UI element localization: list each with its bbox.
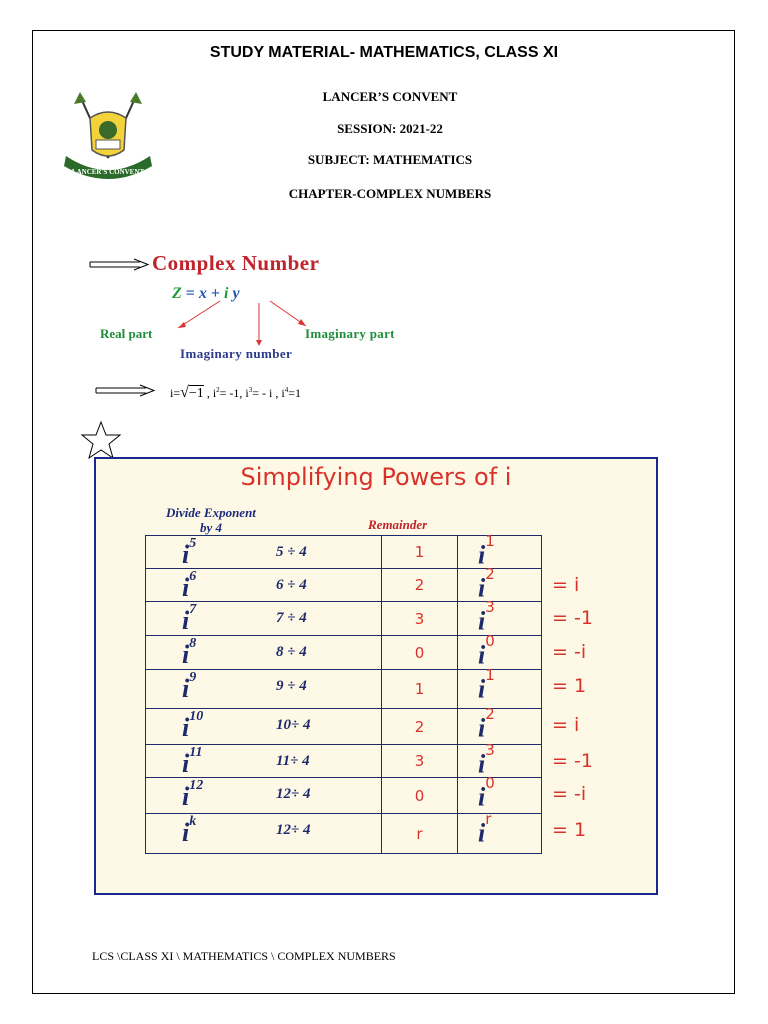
result-value: = i <box>552 574 580 596</box>
table-row <box>146 569 542 602</box>
power-term: $i^6$ <box>182 569 197 602</box>
complex-equation: Z = x + i y <box>172 285 240 302</box>
remainder: 3 <box>382 602 458 636</box>
result-value: = -i <box>552 641 587 663</box>
complex-number-title: Complex Number <box>152 251 320 275</box>
equation-arrows <box>170 298 310 350</box>
result-value: = -1 <box>552 750 593 772</box>
reduced-power: $i^3$ <box>478 598 495 636</box>
imaginary-part-label: Imaginary part <box>305 326 395 341</box>
powers-table <box>145 532 542 854</box>
division: 5 ÷ 4 <box>276 544 307 560</box>
reduced-power: $i^1$ <box>478 666 495 704</box>
power-term: $i^5$ <box>182 536 197 569</box>
col-header-remainder: Remainder <box>368 517 428 532</box>
remainder: 1 <box>382 670 458 709</box>
division: 12÷ 4 <box>276 786 311 802</box>
remainder: 3 <box>382 745 458 778</box>
result-value: = -i <box>552 783 587 805</box>
division: 9 ÷ 4 <box>276 678 307 694</box>
school-name: LANCER’S CONVENT <box>322 89 458 104</box>
table-row <box>146 536 542 569</box>
power-term: $i^{11}$ <box>182 745 203 778</box>
reduced-power: $i^r$ <box>478 810 492 848</box>
remainder: r <box>382 814 458 854</box>
table-row <box>146 636 542 670</box>
star-icon <box>80 420 122 460</box>
table-row <box>146 670 542 709</box>
table-row <box>146 814 542 854</box>
division: 6 ÷ 4 <box>276 577 307 593</box>
result-value: = 1 <box>552 675 587 697</box>
power-term: $i^7$ <box>182 602 197 635</box>
power-term: $i^{12}$ <box>182 778 204 811</box>
power-term: $i^9$ <box>182 670 197 703</box>
footer: LCS \CLASS XI \ MATHEMATICS \ COMPLEX NUMBERS <box>92 949 396 963</box>
division: 7 ÷ 4 <box>276 610 307 626</box>
reduced-power: $i^1$ <box>478 532 495 570</box>
remainder: 0 <box>382 636 458 670</box>
division: 12÷ 4 <box>276 822 311 838</box>
power-term: $i^{10}$ <box>182 709 204 742</box>
table-row <box>146 709 542 745</box>
table-row <box>146 778 542 814</box>
reduced-power: $i^3$ <box>478 741 495 779</box>
remainder: 1 <box>382 536 458 569</box>
panel-title: Simplifying Powers of i <box>240 463 512 491</box>
reduced-power: $i^2$ <box>478 705 495 743</box>
division: 10÷ 4 <box>276 717 311 733</box>
division: 11÷ 4 <box>276 753 310 769</box>
school-logo <box>52 88 164 186</box>
reduced-power: $i^0$ <box>478 632 495 670</box>
imaginary-number-label: Imaginary number <box>180 346 293 361</box>
col-header-divide: Divide Exponent by 4 <box>166 505 256 535</box>
subject: SUBJECT: MATHEMATICS <box>307 152 473 167</box>
session: SESSION: 2021-22 <box>337 121 443 136</box>
result-value: = i <box>552 714 580 736</box>
double-arrow-icon <box>94 384 158 398</box>
powers-of-i-line: i=√−1 , $i^2= -1$, $i^3= - i$ , $i^4=1$ <box>170 384 301 401</box>
power-term: $i^k$ <box>182 814 197 847</box>
remainder: 0 <box>382 778 458 814</box>
power-term: $i^8$ <box>182 636 197 669</box>
result-value: = 1 <box>552 819 587 841</box>
powers-table-panel <box>94 457 658 895</box>
result-value: = -1 <box>552 607 593 629</box>
reduced-power: $i^0$ <box>478 774 495 812</box>
main-title: STUDY MATERIAL- MATHEMATICS, CLASS XI <box>209 44 559 61</box>
reduced-power: $i^2$ <box>478 565 495 603</box>
table-row <box>146 602 542 636</box>
chapter: CHAPTER-COMPLEX NUMBERS <box>288 186 492 201</box>
table-row <box>146 745 542 778</box>
remainder: 2 <box>382 709 458 745</box>
logo-text: LANCER'S CONVENT <box>71 168 145 176</box>
real-part-label: Real part <box>100 326 153 341</box>
remainder: 2 <box>382 569 458 602</box>
division: 8 ÷ 4 <box>276 644 307 660</box>
double-arrow-icon <box>88 258 152 272</box>
